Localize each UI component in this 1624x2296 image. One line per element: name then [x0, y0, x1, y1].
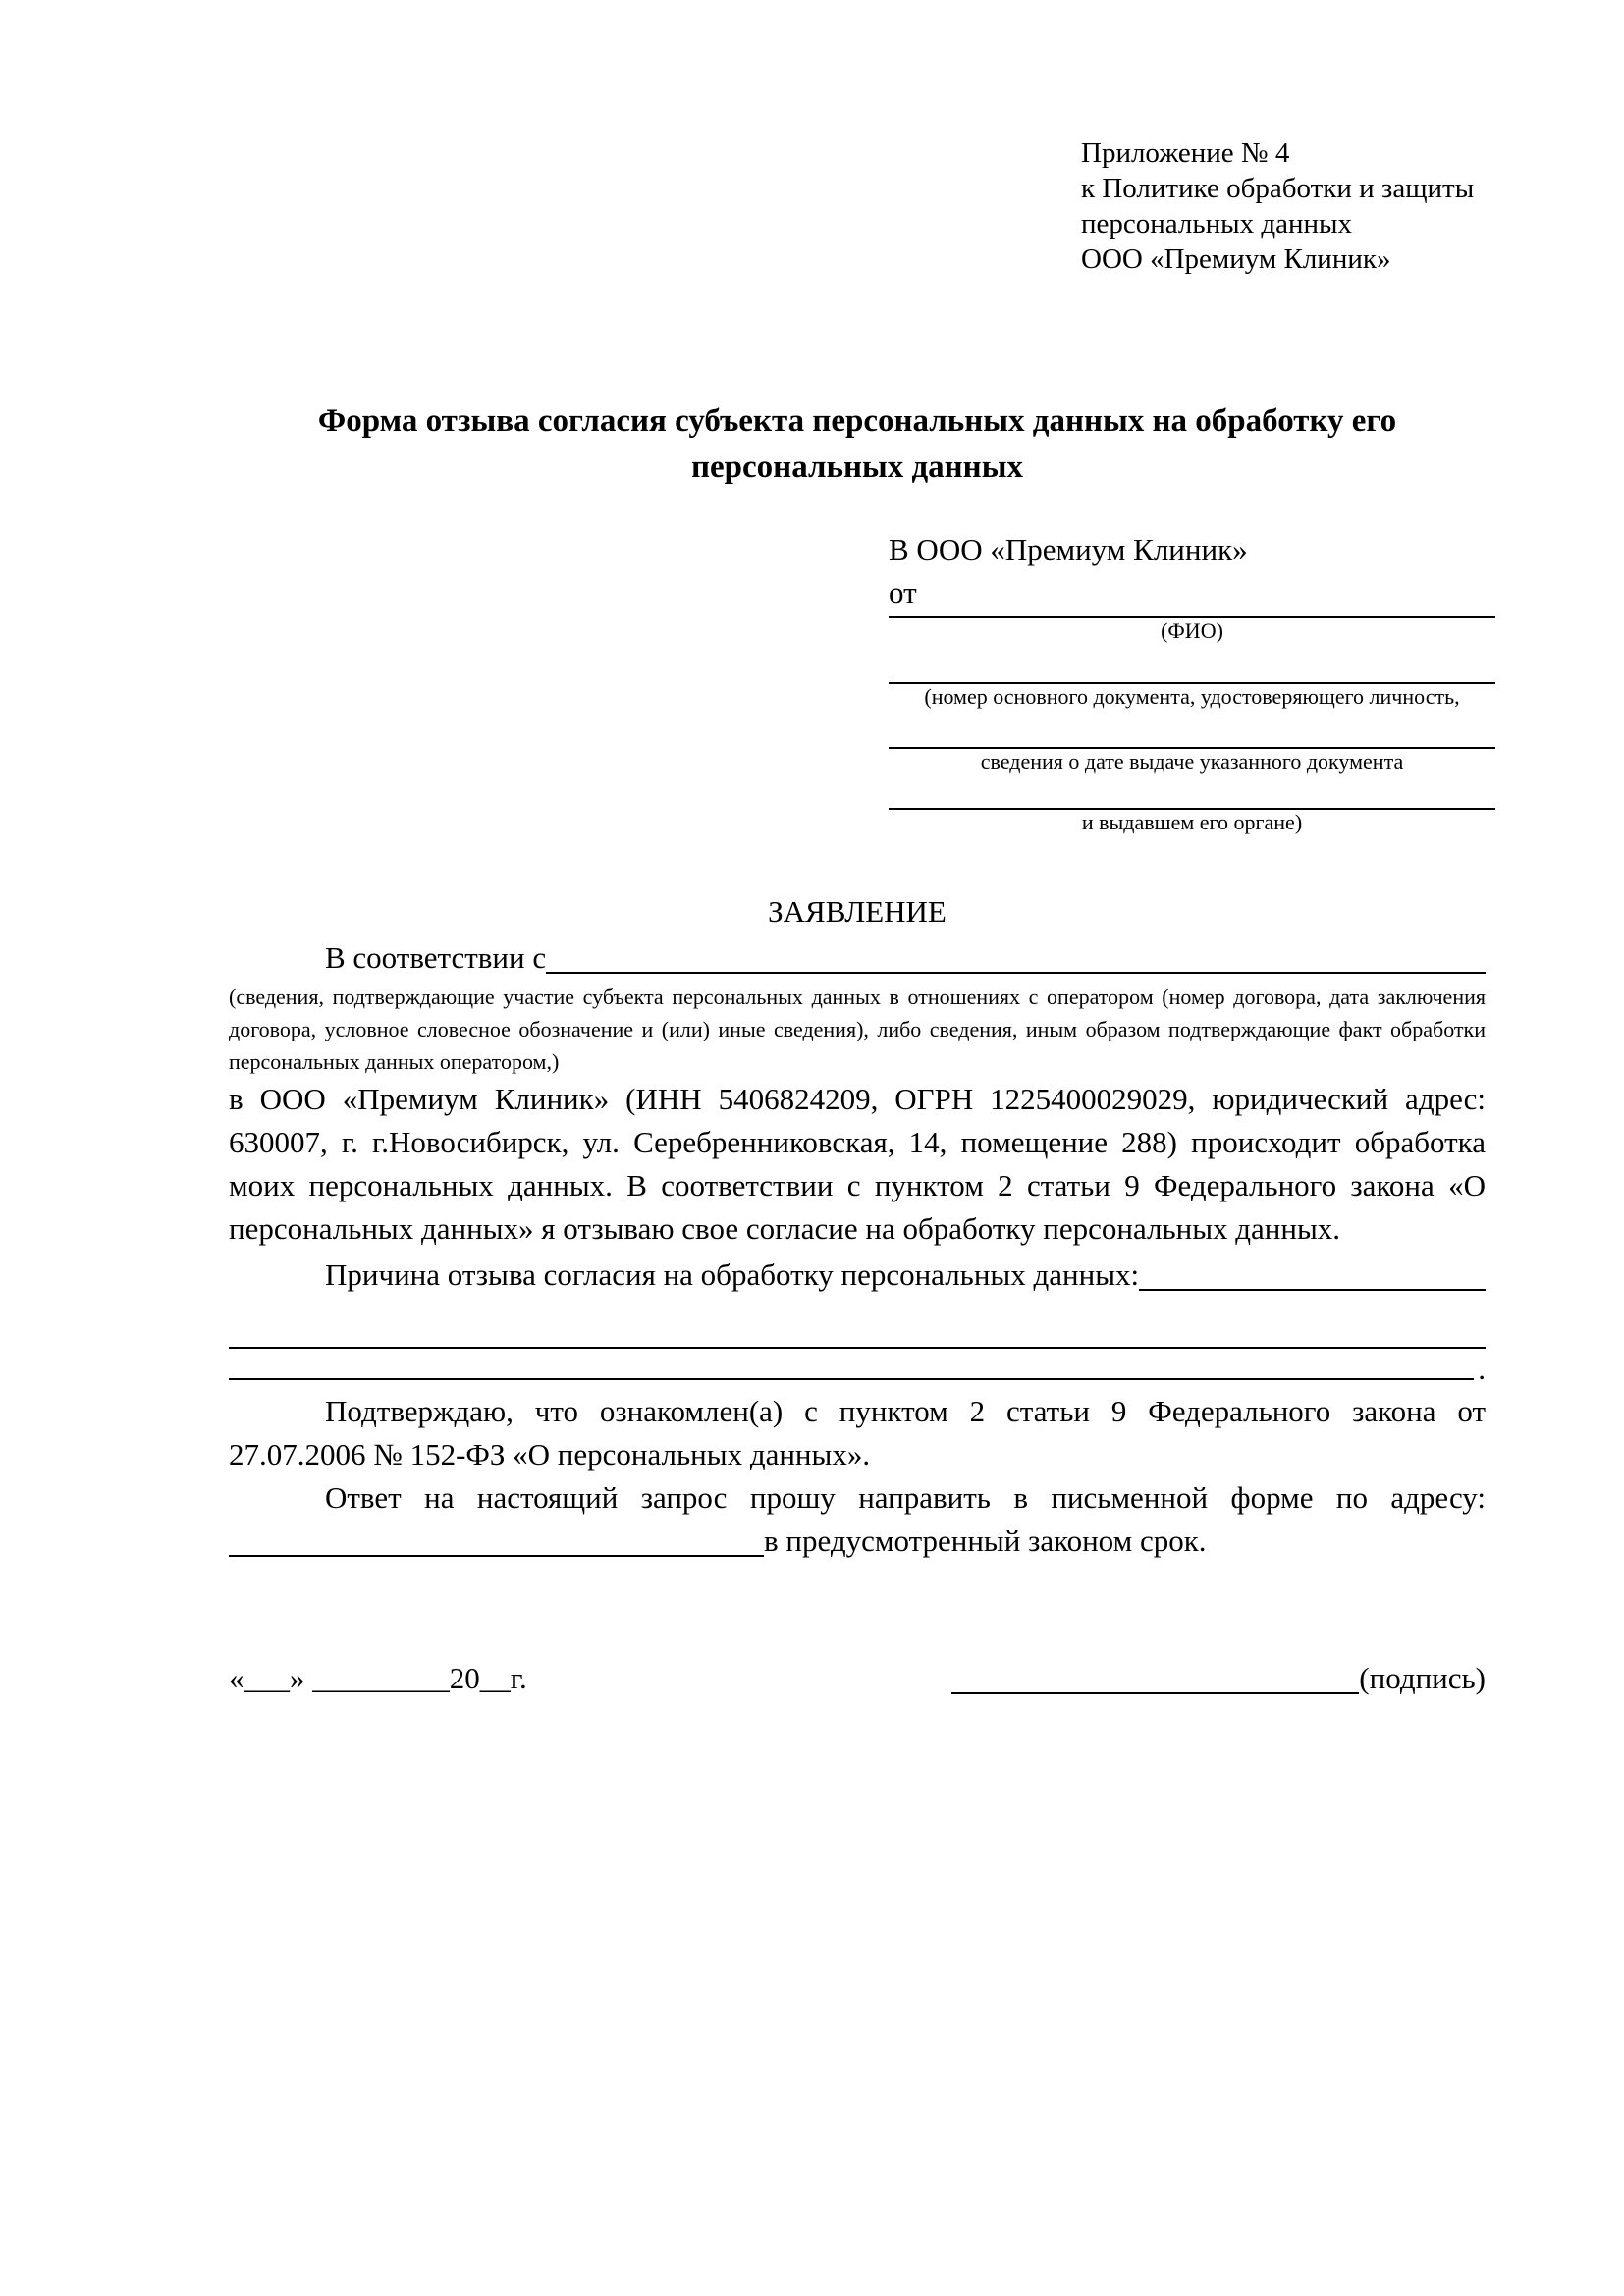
date-signature-row — [229, 1657, 1486, 1700]
issuing-authority-caption: и выдавшем его органе) — [1081, 810, 1303, 834]
issue-date-blank-line[interactable] — [889, 710, 1495, 749]
addressee-block — [889, 528, 1495, 835]
issuing-authority-blank-line[interactable] — [889, 774, 1495, 810]
addressee-from-label: от — [889, 575, 917, 610]
appendix-line: к Политике обработки и защиты — [1081, 173, 1475, 204]
reply-address-blank-line[interactable] — [229, 1555, 764, 1557]
reason-end-period: . — [1478, 1352, 1486, 1386]
signature-caption: (подпись) — [1359, 1661, 1486, 1695]
document-title: Форма отзыва согласия субъекта персональных данных на обработку его персональных данных — [317, 403, 1397, 485]
reply-lead: Ответ на настоящий запрос прошу направить в письменной форме по адресу: — [325, 1480, 1486, 1515]
reason-row — [229, 1253, 1486, 1298]
appendix-line: персональных данных — [1081, 208, 1353, 240]
signature-group — [951, 1657, 1486, 1700]
appendix-note — [1081, 135, 1486, 277]
document-number-caption: (номер основного документа, удостоверяющего личность, — [924, 684, 1460, 709]
reason-label: Причина отзыва согласия на обработку персональных данных: — [325, 1257, 1140, 1292]
reply-tail: в предусмотренный законом срок. — [764, 1523, 1207, 1558]
date-blank[interactable]: «___» _________20__г. — [229, 1661, 527, 1695]
accordance-lead: В соответствии с — [325, 940, 547, 975]
reason-extra-blank-line-2[interactable] — [229, 1378, 1474, 1380]
footnote-text: (сведения, подтверждающие участие субъекта персональных данных в отношениях с оператором (номер договора, дата заключения договора, условное словесное обозначение и (или) иные сведения), либо сведения, иным образом подтверждающие факт обработки персональных данных оператором,) — [229, 985, 1486, 1074]
fio-caption: (ФИО) — [1161, 618, 1223, 643]
reply-tail-row — [229, 1520, 1486, 1563]
accordance-row — [229, 935, 1486, 981]
appendix-line: Приложение № 4 — [1081, 137, 1290, 169]
statement-heading: ЗАЯВЛЕНИЕ — [768, 894, 947, 929]
addressee-to: В ООО «Премиум Клиник» — [889, 532, 1248, 566]
reason-blank-line[interactable] — [1139, 1289, 1486, 1291]
appendix-line: ООО «Премиум Клиник» — [1081, 243, 1391, 275]
document-number-blank-line[interactable] — [889, 644, 1495, 684]
confirmation-paragraph: Подтверждаю, что ознакомлен(а) с пунктом 2 статьи 9 Федерального закона от 27.07.2006 № 152-ФЗ «О персональных данных». — [229, 1394, 1486, 1471]
issue-date-caption: сведения о дате выдаче указанного документа — [980, 749, 1404, 774]
accordance-blank-line[interactable] — [546, 972, 1486, 974]
signature-blank-line[interactable] — [951, 1692, 1359, 1694]
reason-extra-blank-line-1[interactable] — [229, 1298, 1486, 1349]
reason-extra-blank-row-2 — [229, 1349, 1486, 1384]
body-paragraph: в ООО «Премиум Клиник» (ИНН 5406824209, ОГРН 1225400029029, юридический адрес: 630007, г. г.Новосибирск, ул. Серебренниковская, 14, помещение 288) происходит обработка моих персональных данных. В соответствии с пунктом 2 статьи 9 Федерального закона «О персональных данных» я отзываю свое согласие на обработку персональных данных. — [229, 1082, 1486, 1246]
